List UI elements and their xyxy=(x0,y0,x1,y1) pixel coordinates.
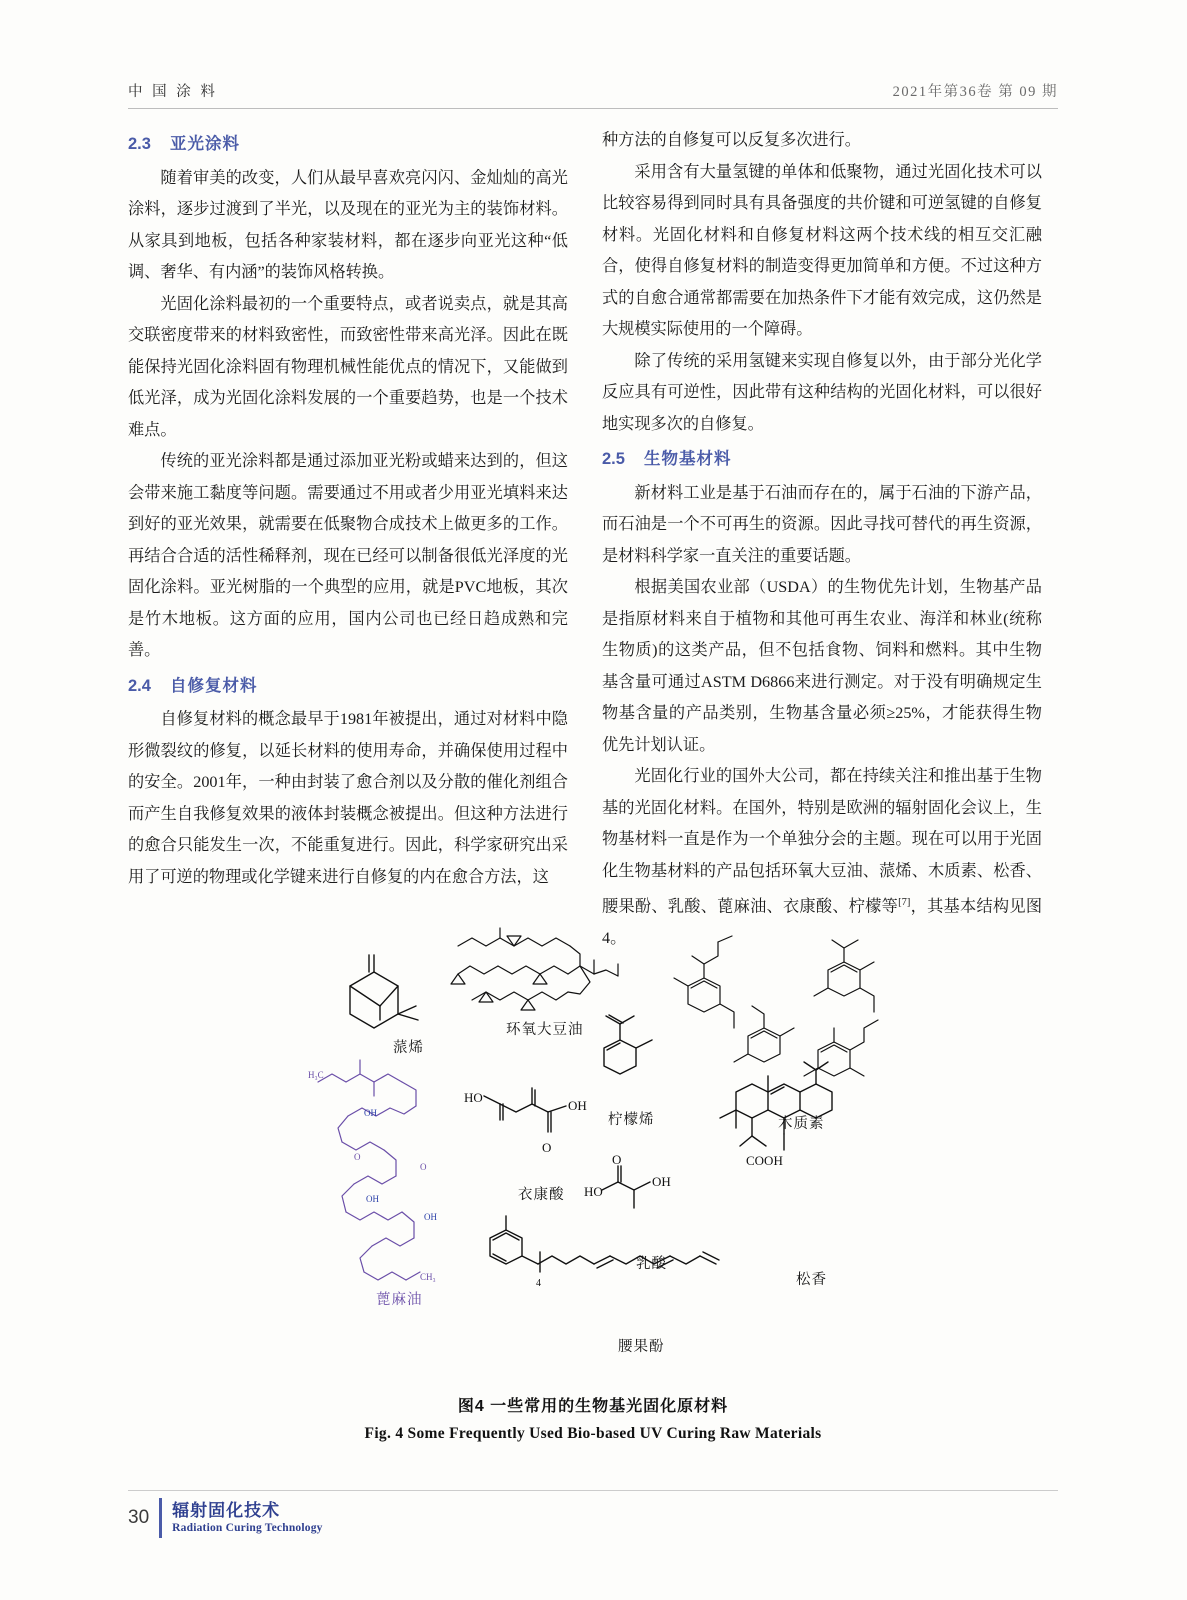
structure-cardanol xyxy=(490,1216,719,1289)
structure-pinene xyxy=(350,955,418,1028)
section-heading-2-5 xyxy=(602,444,1042,476)
svg-text:OH: OH xyxy=(424,1212,437,1222)
molecule-label: 环氧大豆油 xyxy=(506,1022,584,1038)
section-heading-2-4 xyxy=(128,671,568,703)
molecule-label: 腰果酚 xyxy=(618,1339,665,1355)
section-heading-2-3 xyxy=(128,129,568,161)
paragraph: 传统的亚光涂料都是通过添加亚光粉或蜡来达到的，但这会带来施工黏度等问题。需要通过不用或者少用亚光填料来达到好的亚光效果，就需要在低聚物合成技术上做更多的工作。再结合合适的活性稀释剂，现在已经可以制备很低光泽度的光固化涂料。亚光树脂的一个典型的应用，就是PVC地板，其次是竹木地板。这方面的应用，国内公司也已经日趋成熟和完善。 xyxy=(128,452,568,659)
paragraph-text-after-ref: ，其基本结构见图4。 xyxy=(602,897,1043,947)
molecule-label: 木质素 xyxy=(778,1116,825,1132)
figure-caption-cn: 图4 一些常用的生物基光固化原材料 xyxy=(457,1398,729,1415)
paragraph: 自修复材料的概念最早于1981年被提出，通过对材料中隐形微裂纹的修复，以延长材料的使用寿命，并确保使用过程中的安全。2001年，一种由封装了愈合剂以及分散的催化剂组合而产生自我修复效果的液体封装概念被提出。但这种方法进行的愈合只能发生一次，不能重复进行。因此，科学家研究出采用了可逆的物理或化学键来进行自修复的内在愈合方法，这 xyxy=(128,710,568,886)
figure-caption-en: Fig. 4 Some Frequently Used Bio-based UV Curing Raw Materials xyxy=(364,1425,822,1442)
structure-epoxidized-soybean-oil xyxy=(451,928,618,1010)
footer-divider xyxy=(128,1490,1058,1491)
section-number: 2.3 xyxy=(128,135,151,153)
paragraph: 采用含有大量氢键的单体和低聚物，通过光固化技术可以比较容易得到同时具有具备强度的共价键和可逆氢键的自修复材料。光固化材料和自修复材料这两个技术线的相互交汇融合，使得自修复材料的制造变得更加简单和方便。不过这种方式的自愈合通常都需要在加热条件下才能有效完成，这仍然是大规模实际使用的一个障碍。 xyxy=(602,162,1042,338)
svg-text:O: O xyxy=(354,1152,361,1162)
paragraph: 新材料工业是基于石油而存在的，属于石油的下游产品，而石油是一个不可再生的资源。因此寻找可替代的再生资源，是材料科学家一直关注的重要话题。 xyxy=(602,483,1042,565)
molecule-label: 乳酸 xyxy=(636,1256,667,1272)
structure-castor-oil xyxy=(308,1060,437,1282)
svg-text:OH: OH xyxy=(652,1174,671,1189)
svg-text:CH₃: CH₃ xyxy=(420,1272,436,1282)
section-title: 亚光涂料 xyxy=(170,135,240,153)
page-number: 30 xyxy=(128,1507,150,1528)
footer-accent-bar xyxy=(159,1498,162,1538)
page-header xyxy=(128,80,1058,101)
svg-text:H₃C: H₃C xyxy=(308,1070,324,1080)
svg-text:COOH: COOH xyxy=(746,1153,783,1168)
left-column xyxy=(128,125,568,893)
issue-info: 2021年第36卷 第 09 期 xyxy=(892,84,1058,100)
svg-text:HO: HO xyxy=(584,1184,603,1199)
paragraph: 光固化涂料最初的一个重要特点，或者说卖点，就是其高交联密度带来的材料致密性，而致密性带来高光泽。因此在既能保持光固化涂料固有物理机械性能优点的情况下，又能做到低光泽，成为光固化涂料发展的一个重要趋势，也是一个技术难点。 xyxy=(128,294,568,439)
paragraph: 随着审美的改变，人们从最早喜欢亮闪闪、金灿灿的高光涂料，逐步过渡到了半光，以及现在的亚光为主的装饰材料。从家具到地板，包括各种家装材料，都在逐步向亚光这种“低调、奢华、有内涵”的装饰风格转换。 xyxy=(128,168,568,281)
header-divider xyxy=(128,108,1058,109)
paragraph-text-before-ref: 光固化行业的国外大公司，都在持续关注和推出基于生物基的光固化材料。在国外，特别是欧洲的辐射固化会议上，生物基材料一直是作为一个单独分会的主题。现在可以用于光固化生物基材料的产品包括环氧大豆油、蒎烯、木质素、松香、腰果酚、乳酸、蓖麻油、衣康酸、柠檬等 xyxy=(602,767,1042,916)
svg-text:O: O xyxy=(612,1152,622,1167)
right-column xyxy=(602,125,1042,954)
figure-caption xyxy=(128,1393,1058,1443)
reference-marker: [7] xyxy=(898,897,911,908)
paragraph-continued: 种方法的自修复可以反复多次进行。 xyxy=(602,131,861,149)
svg-text:OH: OH xyxy=(364,1108,377,1118)
svg-text:OH: OH xyxy=(568,1098,587,1113)
structure-lignin xyxy=(674,936,878,1076)
molecule-label: 松香 xyxy=(796,1272,827,1288)
structure-lactic-acid xyxy=(584,1152,671,1208)
section-title: 自修复材料 xyxy=(170,676,258,695)
svg-text:O: O xyxy=(420,1162,427,1172)
svg-text:HO: HO xyxy=(464,1090,483,1105)
paragraph: 根据美国农业部（USDA）的生物优先计划，生物基产品是指原材料来自于植物和其他可再生农业、海洋和林业(统称生物质)的这类产品，但不包括食物、饲料和燃料。其中生物基含量可通过ASTM D6866来进行测定。对于没有明确规定生物基含量的产品类别，生物基含量必须≥25%，才能获得生物优先计划认证。 xyxy=(602,578,1042,754)
molecule-label: 柠檬烯 xyxy=(608,1112,655,1128)
section-number: 2.4 xyxy=(128,676,151,695)
molecule-label: 蓖麻油 xyxy=(376,1292,423,1308)
paragraph: 除了传统的采用氢键来实现自修复以外，由于部分光化学反应具有可逆性，因此带有这种结构的光固化材料，可以很好地实现多次的自修复。 xyxy=(602,351,1042,433)
section-number: 2.5 xyxy=(602,450,625,468)
footer-brand-cn: 辐射固化技术 xyxy=(172,1500,281,1520)
footer-brand-en: Radiation Curing Technology xyxy=(172,1521,323,1534)
chemical-structures-svg xyxy=(128,920,1058,1390)
journal-name: 中 国 涂 料 xyxy=(128,84,218,100)
molecule-label: 衣康酸 xyxy=(518,1187,565,1203)
structure-limonene xyxy=(604,1015,652,1074)
svg-text:O: O xyxy=(542,1140,552,1155)
figure-4-image xyxy=(128,920,1058,1390)
svg-text:4: 4 xyxy=(536,1278,541,1289)
structure-itaconic-acid xyxy=(464,1088,587,1155)
section-title: 生物基材料 xyxy=(644,450,732,468)
page-footer xyxy=(128,1498,323,1538)
molecule-label: 蒎烯 xyxy=(393,1040,424,1056)
svg-text:OH: OH xyxy=(366,1194,379,1204)
